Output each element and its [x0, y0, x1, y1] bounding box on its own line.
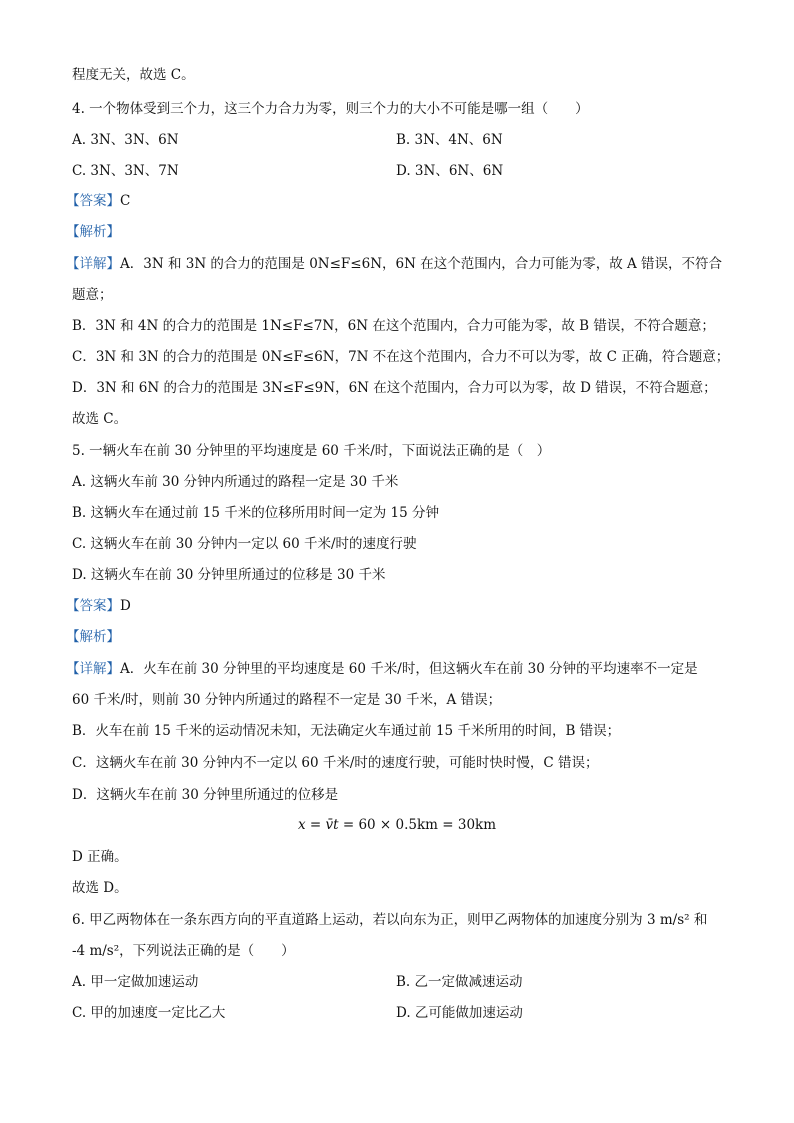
detail-line: C．3N 和 3N 的合力的范围是 0N≤F≤6N，7N 不在这个范围内，合力不可以为零，故 C 正确，符合题意； — [72, 349, 730, 365]
option-d: D. 这辆火车在前 30 分钟里所通过的位移是 30 千米 — [72, 567, 386, 583]
option-a: A. 甲一定做加速运动 — [72, 974, 199, 990]
detail-line: D 正确。 — [72, 849, 128, 865]
formula-vt: v̄t — [325, 817, 339, 833]
option-d: D. 3N、6N、6N — [396, 163, 504, 179]
option-b: B. 3N、4N、6N — [396, 132, 503, 148]
answer-tag: 【答案】 — [66, 598, 120, 614]
option-b: B. 这辆火车在通过前 15 千米的位移所用时间一定为 15 分钟 — [72, 505, 440, 521]
formula-eq: = — [305, 817, 326, 833]
detail-line: 故选 D。 — [72, 880, 128, 896]
detail-text: A．火车在前 30 分钟里的平均速度是 60 千米/时，但这辆火车在前 30 分钟的平均速率不一定是 — [120, 661, 698, 677]
question-4: 4. 一个物体受到三个力，这三个力合力为零，则三个力的大小不可能是哪一组（ ） — [72, 101, 589, 117]
detail-line: B．3N 和 4N 的合力的范围是 1N≤F≤7N，6N 在这个范围内，合力可能为零，故 B 错误，不符合题意； — [72, 318, 715, 334]
displacement-formula — [0, 816, 794, 834]
analysis-tag: 【解析】 — [66, 224, 120, 240]
detail-line: B．火车在前 15 千米的运动情况未知，无法确定火车通过前 15 千米所用的时间，B 错误； — [72, 723, 621, 739]
detail-line: C．这辆火车在前 30 分钟内不一定以 60 千米/时的速度行驶，可能时快时慢，C 错误； — [72, 755, 599, 771]
option-a: A. 这辆火车前 30 分钟内所通过的路程一定是 30 千米 — [72, 474, 399, 490]
question-5: 5. 一辆火车在前 30 分钟里的平均速度是 60 千米/时，下面说法正确的是（ ） — [72, 443, 551, 459]
detail-line: 题意； — [72, 287, 113, 303]
question-6: 6. 甲乙两物体在一条东西方向的平直道路上运动，若以向东为正，则甲乙两物体的加速度分别为 3 m/s² 和 — [72, 912, 708, 928]
text-line: 程度无关，故选 C。 — [72, 67, 195, 83]
option-a: A. 3N、3N、6N — [72, 132, 179, 148]
answer-line — [66, 597, 131, 615]
detail-text: A．3N 和 3N 的合力的范围是 0N≤F≤6N，6N 在这个范围内，合力可能为零，故 A 错误，不符合 — [120, 256, 723, 272]
detail-line: 60 千米/时，则前 30 分钟内所通过的路程不一定是 30 千米，A 错误； — [72, 692, 502, 708]
formula-rhs: = 60 × 0.5km = 30km — [338, 817, 497, 833]
answer-tag: 【答案】 — [66, 193, 120, 209]
detail-tag: 【详解】 — [66, 661, 120, 677]
detail-line: 故选 C。 — [72, 411, 128, 427]
answer-value: D — [120, 598, 131, 614]
detail-line: D．这辆火车在前 30 分钟里所通过的位移是 — [72, 787, 339, 803]
analysis-tag: 【解析】 — [66, 629, 120, 645]
detail-line — [66, 660, 698, 678]
question-6-cont: -4 m/s²，下列说法正确的是（ ） — [72, 943, 295, 959]
formula-lhs: x — [297, 817, 306, 833]
detail-line: D．3N 和 6N 的合力的范围是 3N≤F≤9N，6N 在这个范围内，合力可以为零，故 D 错误，不符合题意； — [72, 380, 717, 396]
option-d: D. 乙可能做加速运动 — [396, 1005, 523, 1021]
detail-line — [66, 255, 722, 273]
option-b: B. 乙一定做减速运动 — [396, 974, 523, 990]
option-c: C. 3N、3N、7N — [72, 163, 179, 179]
answer-line — [66, 192, 130, 210]
detail-tag: 【详解】 — [66, 256, 120, 272]
option-c: C. 甲的加速度一定比乙大 — [72, 1005, 226, 1021]
option-c: C. 这辆火车在前 30 分钟内一定以 60 千米/时的速度行驶 — [72, 536, 417, 552]
answer-value: C — [120, 193, 131, 209]
